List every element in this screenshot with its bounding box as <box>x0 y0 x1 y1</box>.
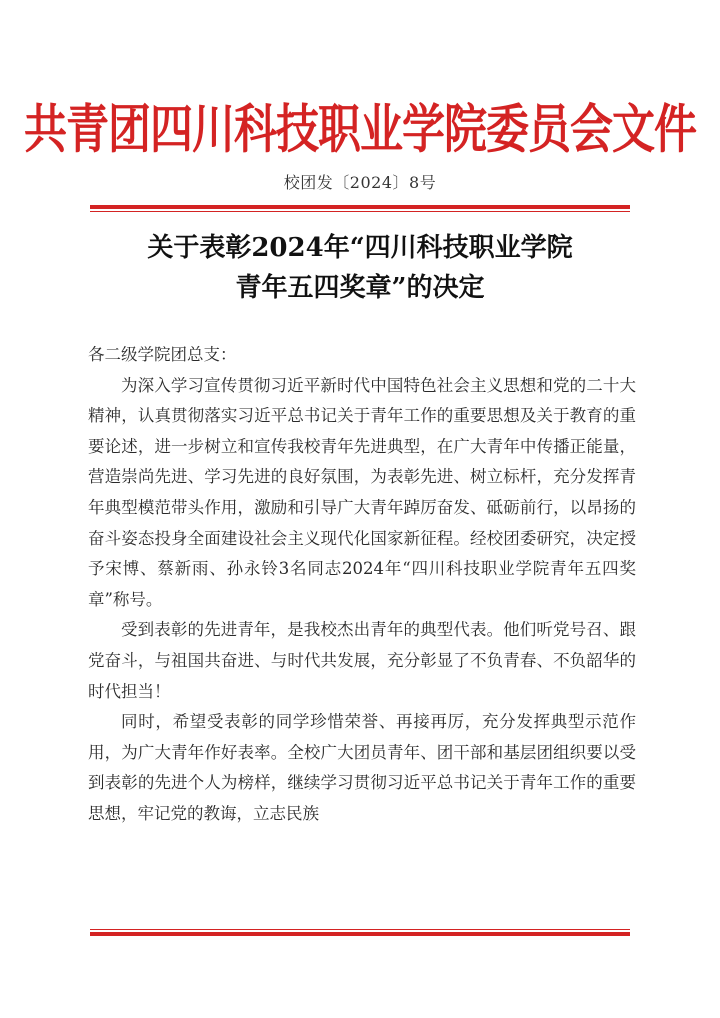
salutation: 各二级学院团总支： <box>88 345 237 364</box>
document-title-line-2: 青年五四奖章”的决定 <box>235 273 485 303</box>
footer-divider-thick <box>90 932 630 936</box>
header-divider-thin <box>90 211 630 212</box>
document-body <box>88 340 636 830</box>
document-number: 校团发〔2024〕8号 <box>283 173 437 192</box>
document-title-line-1: 关于表彰2024年“四川科技职业学院 <box>147 233 573 263</box>
body-paragraph: 为深入学习宣传贯彻习近平新时代中国特色社会主义思想和党的二十大精神，认真贯彻落实习近平总书记关于青年工作的重要思想及关于教育的重要论述，进一步树立和宣传我校青年先进典型，在广大青年中传播正能量，营造崇尚先进、学习先进的良好氛围，为表彰先进、树立标杆，充分发挥青年典型模范带头作用，激励和引导广大青年踔厉奋发、砥砺前行，以昂扬的奋斗姿态投身全面建设社会主义现代化国家新征程。经校团委研究，决定授予宋博、蔡新雨、孙永铃3名同志2024年“四川科技职业学院青年五四奖章”称号。 <box>88 375 636 609</box>
footer-divider-thin <box>90 929 630 930</box>
header-divider-thick <box>90 205 630 209</box>
document-title <box>0 228 720 308</box>
body-paragraph: 同时，希望受表彰的同学珍惜荣誉、再接再厉，充分发挥典型示范作用，为广大青年作好表率。全校广大团员青年、团干部和基层团组织要以受到表彰的先进个人为榜样，继续学习贯彻习近平总书记关于青年工作的重要思想，牢记党的教诲，立志民族 <box>88 712 636 823</box>
body-paragraph: 受到表彰的先进青年，是我校杰出青年的典型代表。他们听党号召、跟党奋斗，与祖国共奋进、与时代共发展，充分彰显了不负青春、不负韶华的时代担当！ <box>88 620 636 701</box>
document-masthead: 共青团四川科技职业学院委员会文件 <box>24 99 696 161</box>
